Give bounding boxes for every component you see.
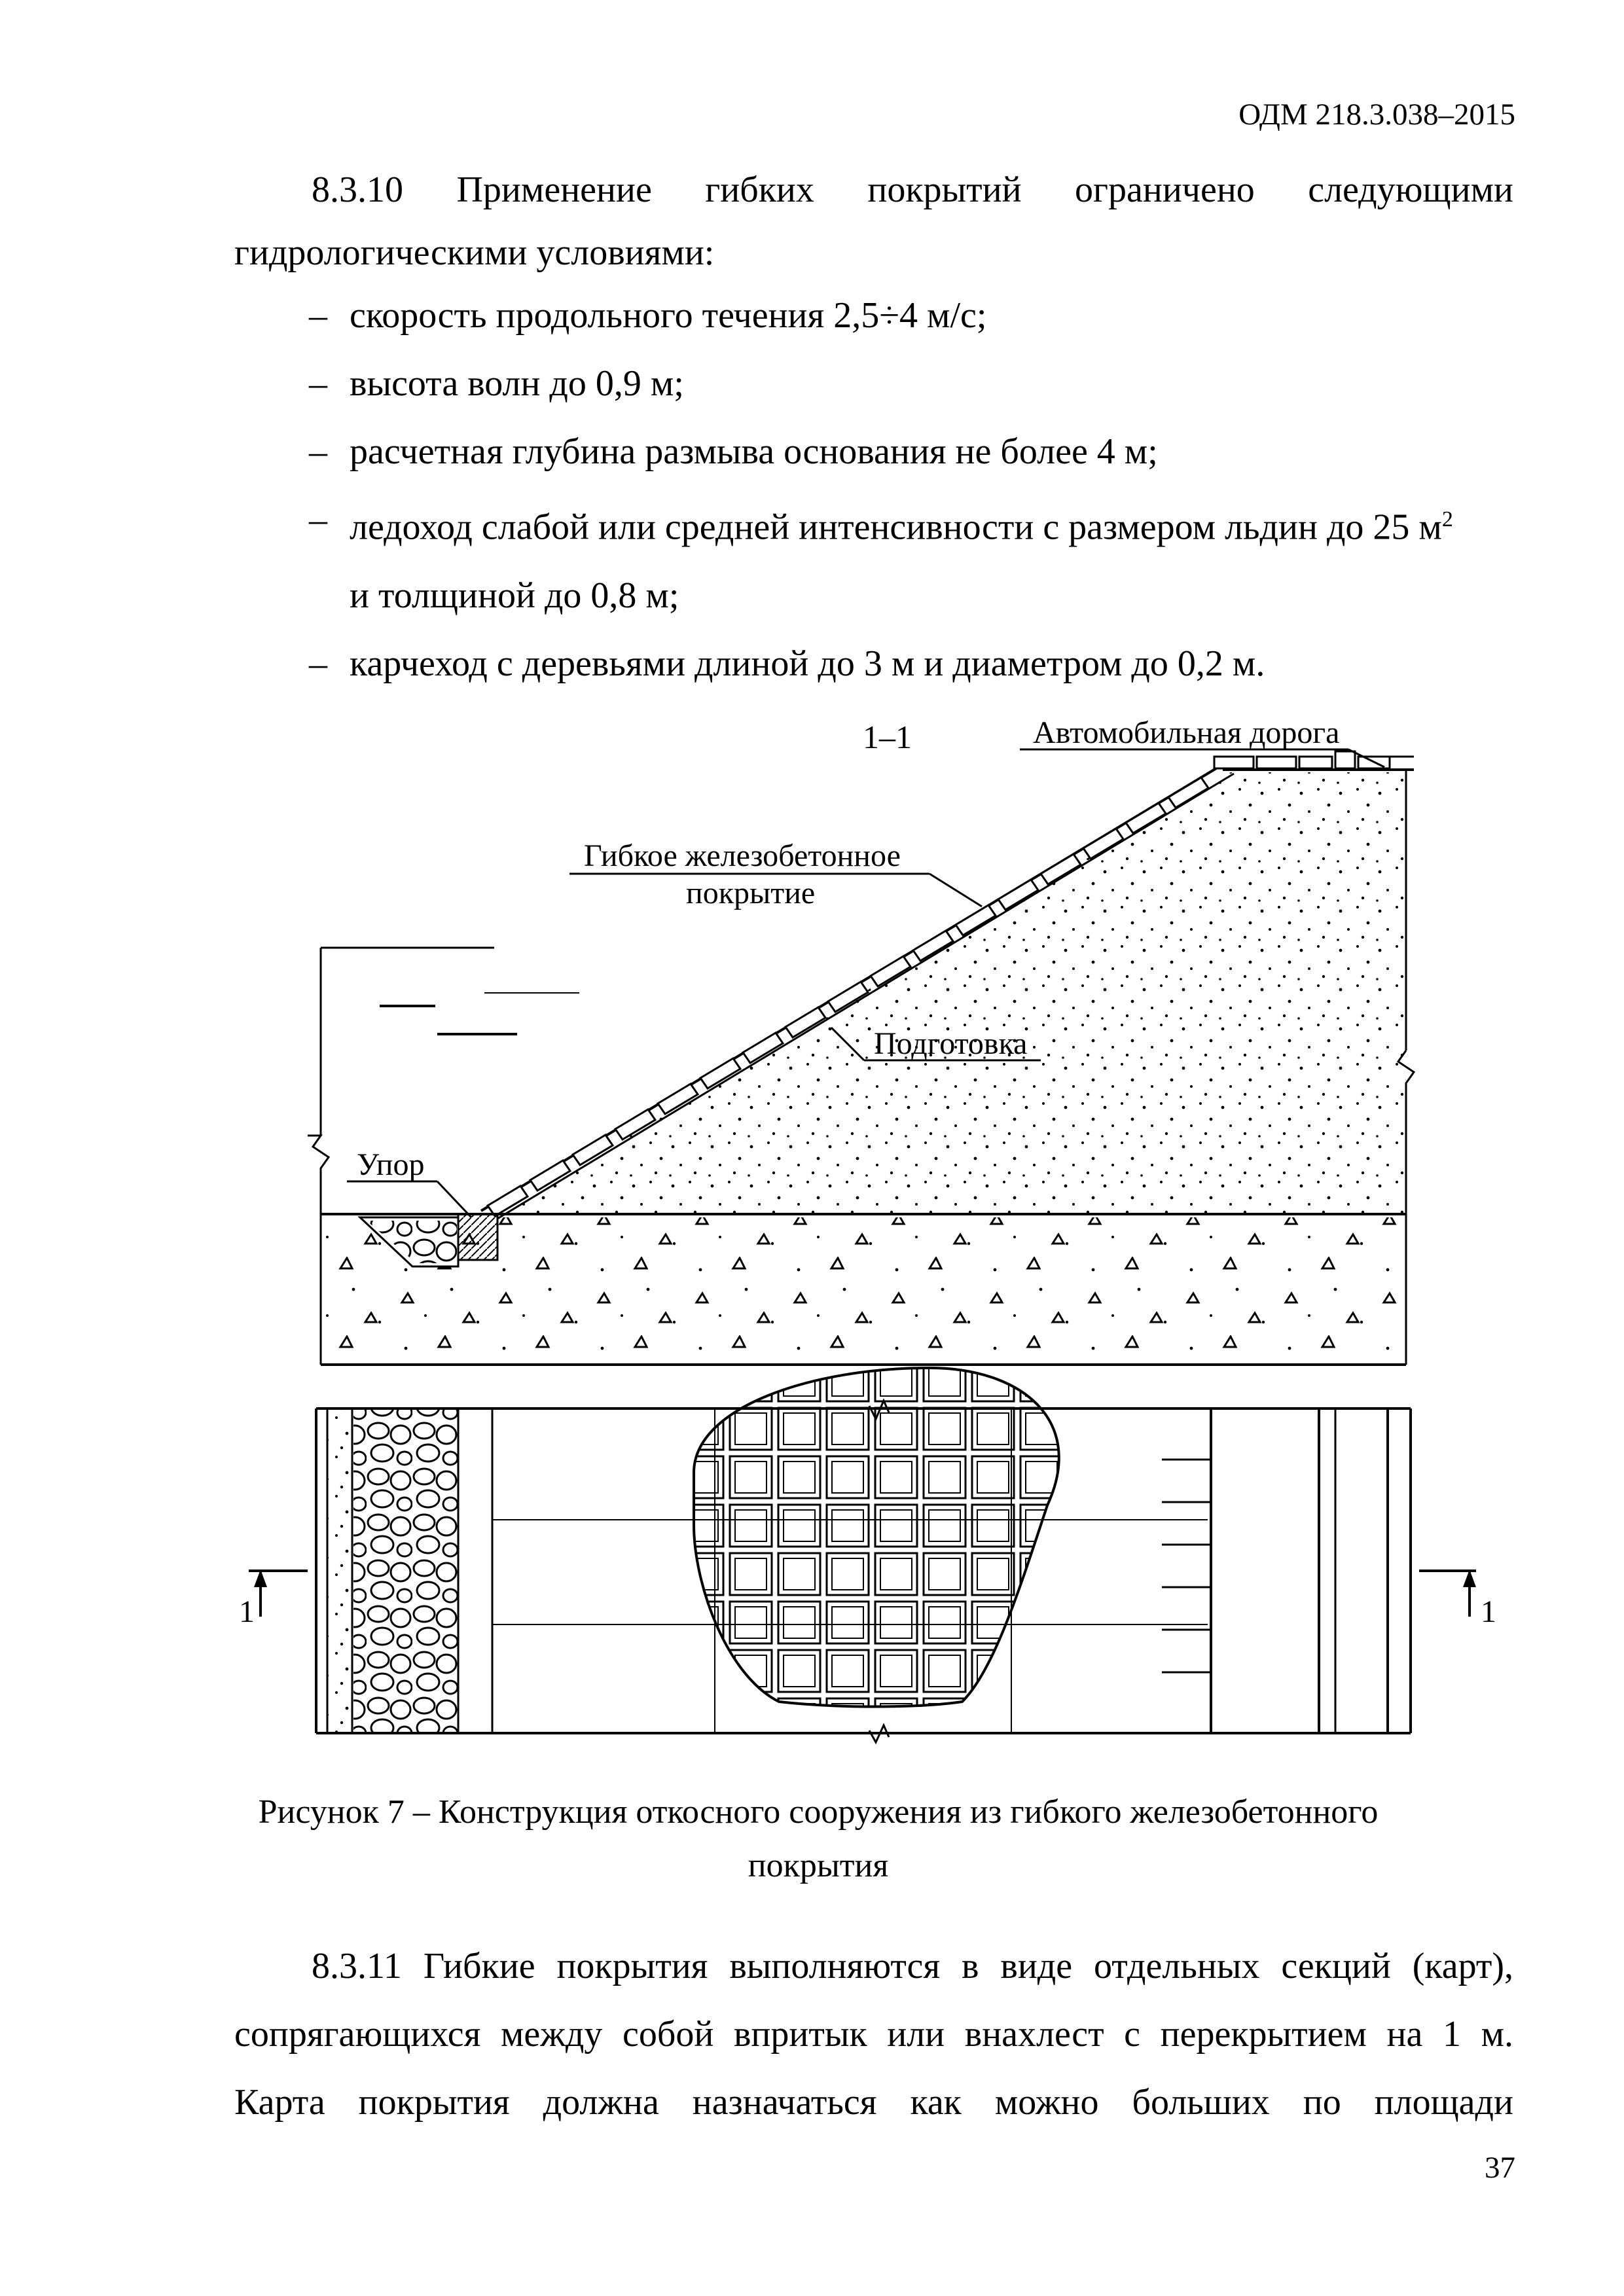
cover-label-line2: покрытие [686,876,816,910]
figure-caption: Рисунок 7 – Конструкция откосного сооружения из гибкого железобетонного покрытия [258,1793,1379,1884]
road-label: Автомобильная дорога [1033,715,1340,750]
section-number: 8.3.10 [312,170,403,210]
stop-label: Упор [357,1147,425,1182]
document-code: ОДМ 218.3.038–2015 [1238,98,1515,132]
cover-label-line1: Гибкое железобетонное [584,838,901,873]
section-label: 1–1 [863,719,912,755]
road-surface [1214,751,1390,768]
list-item: – высота волн до 0,9 м; [309,350,1513,418]
stop-block [458,1214,497,1260]
cut-marker-left: 1 [239,1594,255,1629]
preparation-label: Подготовка [874,1026,1028,1061]
cut-marker-right: 1 [1481,1594,1496,1629]
plan-view [249,1361,1476,1742]
list-item: – расчетная глубина размыва основания не более 4 м; [309,418,1513,486]
list-item: – ледоход слабой или средней интенсивности с размером льдин до 25 $м^2$ [309,486,1513,562]
superscript: 2 [1441,507,1453,531]
list-item: – скорость продольного течения 2,5÷4 м/с; [309,281,1513,350]
list-item: – карчеход с деревьями длиной до 3 м и диаметром до 0,2 м. [309,630,1513,698]
paragraph-8-3-10-line2: гидрологическими условиями: [234,232,715,273]
paragraph-8-3-11: 8.3.11 Гибкие покрытия выполняются в виде отдельных секций (карт), сопрягающихся между собой впритык или внахлест с перекрытием на 1 м. Карта покрытия должна назначаться как можно больших по площади [234,1946,1513,2123]
page-number: 37 [1485,2151,1515,2185]
list-item-continuation: и толщиной до 0,8 м; [350,575,679,616]
paragraph-8-3-10-line1: 8.3.10 Применение гибких покрытий ограничено следующими [312,170,1514,210]
